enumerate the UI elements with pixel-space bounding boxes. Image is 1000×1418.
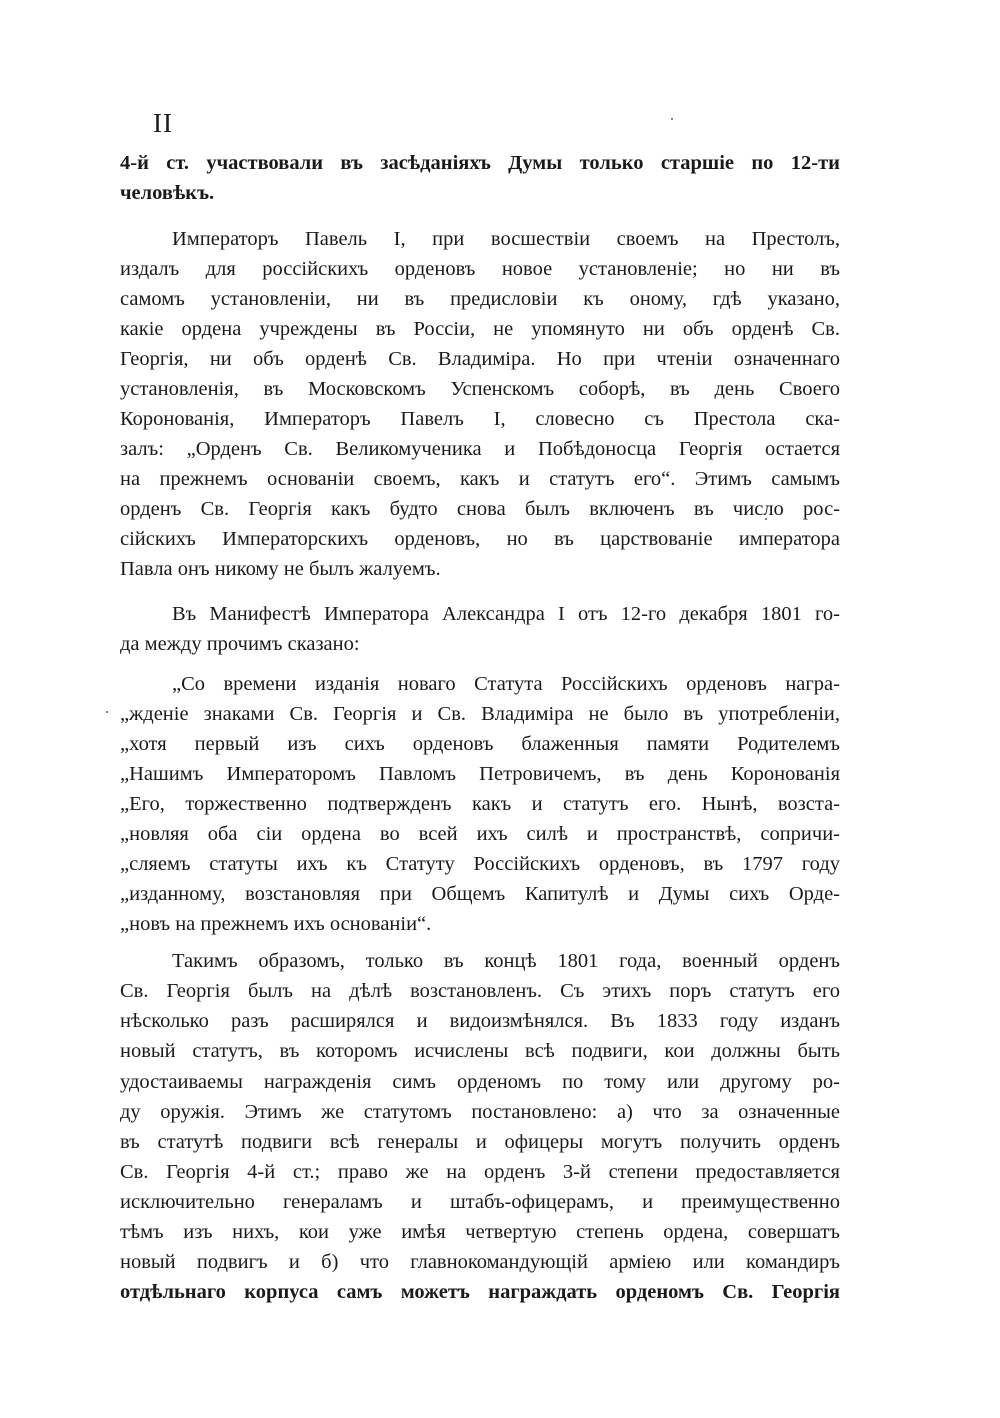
text-line: 4-й ст. участвовали въ засѣданіяхъ Думы только старшіе по 12-ти (120, 152, 840, 174)
text-line: Павла онъ никому не былъ жалуемъ. (120, 558, 441, 580)
text-line: орденъ Св. Георгія какъ будто снова былъ включенъ въ число рос- (120, 498, 840, 520)
text-line: въ статутѣ подвиги всѣ генералы и офицеры могутъ получить орденъ (120, 1131, 840, 1153)
text-line: нѣсколько разъ расширялся и видоизмѣнялся. Въ 1833 году изданъ (120, 1010, 840, 1032)
quote-line: „изданному, возстановляя при Общемъ Капитулѣ и Думы сихъ Орде- (120, 883, 840, 905)
quote-line: „сляемъ статуты ихъ къ Статуту Россійскихъ орденовъ, въ 1797 году (120, 853, 840, 875)
text-line: Георгія, ни объ орденѣ Св. Владиміра. Но при чтеніи означеннаго (120, 348, 840, 370)
text-line: Императоръ Павель I, при восшествіи своемъ на Престолъ, (172, 228, 840, 250)
text-line: отдѣльнаго корпуса самъ можетъ награждать орденомъ Св. Георгія (120, 1281, 840, 1303)
text-line: Св. Георгія 4-й ст.; право же на орденъ 3-й степени предоставляется (120, 1161, 840, 1183)
quote-line: „новъ на прежнемъ ихъ основаніи“. (120, 913, 432, 935)
text-line: сійскихъ Императорскихъ орденовъ, но въ царствованіе императора (120, 528, 840, 550)
text-line: самомъ установленіи, ни въ предисловіи къ оному, гдѣ указано, (120, 288, 840, 310)
text-line: Коронованія, Императоръ Павелъ I, словесно съ Престола ска- (120, 408, 840, 430)
text-line: издалъ для россійскихъ орденовъ новое установленіе; но ни въ (120, 258, 840, 280)
text-line: установленія, въ Московскомъ Успенскомъ соборѣ, въ день Своего (120, 378, 840, 400)
text-line: какіе ордена учреждены въ Россіи, не упомянуто ни объ орденѣ Св. (120, 318, 840, 340)
text-line: исключительно генераламъ и штабъ-офицерамъ, и преимущественно (120, 1191, 840, 1213)
text-line: ду оружія. Этимъ же статутомъ постановлено: а) что за означенные (120, 1101, 840, 1123)
text-line: залъ: „Орденъ Св. Великомученика и Побѣдоносца Георгія остается (120, 438, 840, 460)
quote-line: „Со времени изданія новаго Статута Россійскихъ орденовъ награ- (172, 673, 840, 695)
quote-line: „Его, торжественно подтвержденъ какъ и статутъ его. Нынѣ, возста- (120, 793, 840, 815)
quote-line: „Нашимъ Императоромъ Павломъ Петровичемъ, въ день Коронованія (120, 763, 840, 785)
quote-line: „хотя первый изъ сихъ орденовъ блаженныя памяти Родителемъ (120, 733, 840, 755)
page-number: II (153, 108, 173, 138)
text-line: Такимъ образомъ, только въ концѣ 1801 года, военный орденъ (172, 950, 840, 972)
text-line: новый подвигъ и б) что главнокомандующій арміею или командиръ (120, 1251, 840, 1273)
print-speck (106, 711, 108, 713)
text-line: Въ Манифестѣ Императора Александра I отъ 12-го декабря 1801 го- (172, 603, 840, 625)
text-line: Св. Георгія былъ на дѣлѣ возстановленъ. Съ этихъ поръ статутъ его (120, 980, 840, 1002)
text-line: человѣкъ. (120, 182, 215, 204)
quote-line: „жденіе знаками Св. Георгія и Св. Владиміра не было въ употребленіи, (120, 703, 840, 725)
text-line: новый статутъ, въ которомъ исчислены всѣ подвиги, кои должны быть (120, 1040, 840, 1062)
text-line: тѣмъ изъ нихъ, кои уже имѣя четвертую степень ордена, совершатъ (120, 1221, 840, 1243)
quote-line: „новляя оба сіи ордена во всей ихъ силѣ и пространствѣ, сопричи- (120, 823, 840, 845)
text-line: на прежнемъ основаніи своемъ, какъ и статутъ его“. Этимъ самымъ (120, 468, 840, 490)
print-speck (671, 118, 673, 120)
text-line: удостаиваемы награжденія симъ орденомъ по тому или другому ро- (120, 1071, 840, 1093)
text-line: да между прочимъ сказано: (120, 633, 360, 655)
